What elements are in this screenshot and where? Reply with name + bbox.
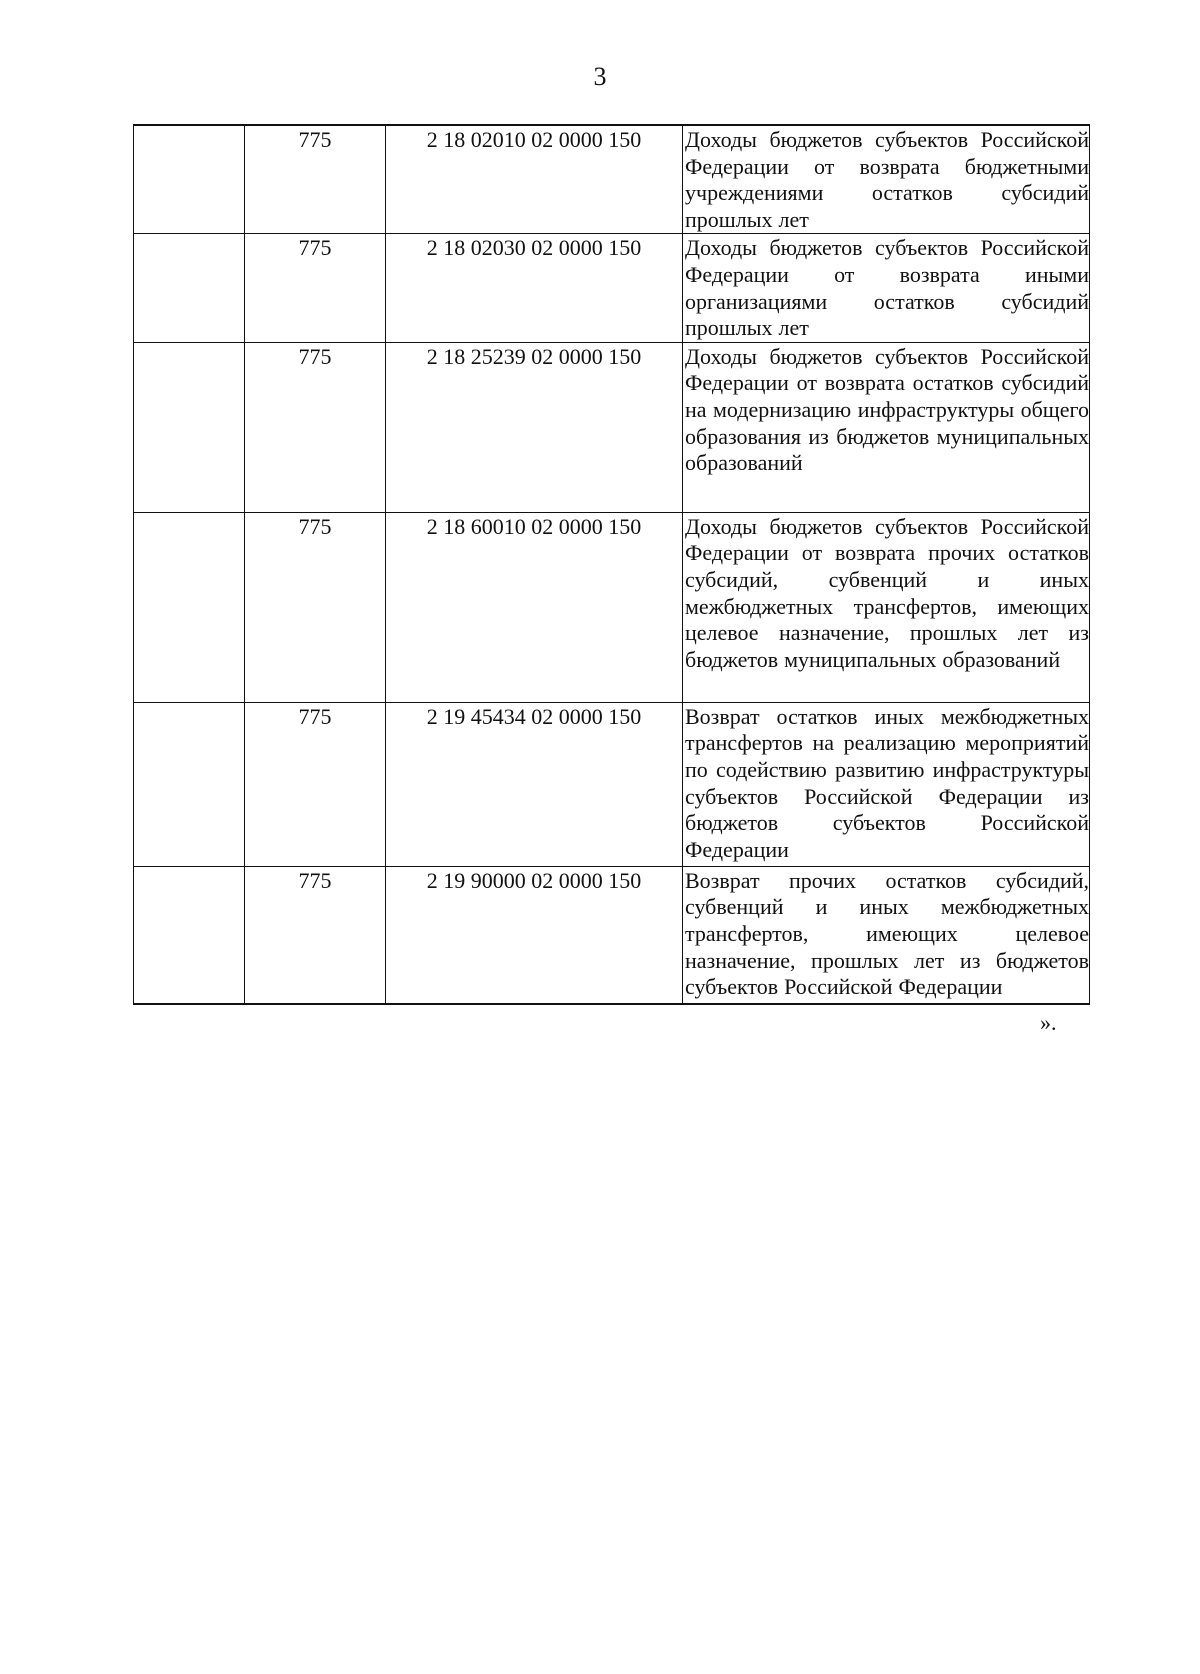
table-row	[134, 702, 1090, 866]
row-marker-cell	[134, 866, 245, 1004]
income-name-cell: Возврат прочих остатков субсидий, субвенций и иных межбюджетных трансфертов, имеющих целевое назначение, прошлых лет из бюджетов субъектов Российской Федерации	[683, 866, 1090, 1004]
table-row	[134, 512, 1090, 702]
budget-code-cell: 2 18 02010 02 0000 150	[386, 125, 683, 234]
page-number: 3	[593, 62, 607, 91]
admin-code-cell: 775	[245, 512, 386, 702]
budget-codes-table	[133, 124, 1090, 1005]
row-marker-cell	[134, 234, 245, 342]
budget-code-cell: 2 18 02030 02 0000 150	[386, 234, 683, 342]
budget-code-cell: 2 19 45434 02 0000 150	[386, 702, 683, 866]
admin-code-cell: 775	[245, 342, 386, 512]
income-name-cell: Доходы бюджетов субъектов Российской Федерации от возврата прочих остатков субсидий, субвенций и иных межбюджетных трансфертов, имеющих целевое назначение, прошлых лет из бюджетов муниципальных образований	[683, 512, 1090, 702]
table-row	[134, 342, 1090, 512]
income-name-cell: Доходы бюджетов субъектов Российской Федерации от возврата иными организациями остатков субсидий прошлых лет	[683, 234, 1090, 342]
admin-code-cell: 775	[245, 702, 386, 866]
income-name-cell: Доходы бюджетов субъектов Российской Федерации от возврата остатков субсидий на модернизацию инфраструктуры общего образования из бюджетов муниципальных образований	[683, 342, 1090, 512]
row-marker-cell	[134, 342, 245, 512]
budget-code-cell: 2 19 90000 02 0000 150	[386, 866, 683, 1004]
row-marker-cell	[134, 125, 245, 234]
admin-code-cell: 775	[245, 125, 386, 234]
row-marker-cell	[134, 702, 245, 866]
admin-code-cell: 775	[245, 234, 386, 342]
admin-code-cell: 775	[245, 866, 386, 1004]
income-name-cell: Доходы бюджетов субъектов Российской Федерации от возврата бюджетными учреждениями остатков субсидий прошлых лет	[683, 125, 1090, 234]
income-name-cell: Возврат остатков иных межбюджетных трансфертов на реализацию мероприятий по содействию развитию инфраструктуры субъектов Российской Федерации из бюджетов субъектов Российской Федерации	[683, 702, 1090, 866]
table-row	[134, 866, 1090, 1004]
table-row	[134, 234, 1090, 342]
budget-code-cell: 2 18 60010 02 0000 150	[386, 512, 683, 702]
closing-quote-mark: ».	[1040, 1010, 1057, 1035]
row-marker-cell	[134, 512, 245, 702]
budget-code-cell: 2 18 25239 02 0000 150	[386, 342, 683, 512]
table-row	[134, 125, 1090, 234]
